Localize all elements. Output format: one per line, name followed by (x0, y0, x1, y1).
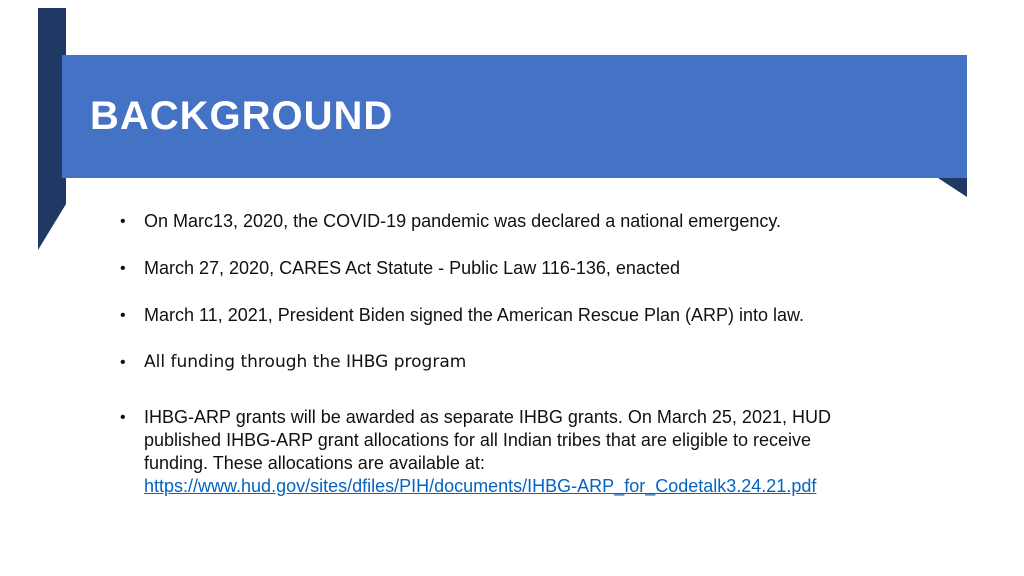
bullet-item (120, 304, 920, 327)
bullet-marker: • (120, 409, 126, 426)
slide-body (120, 210, 920, 522)
bullet-line: published IHBG-ARP grant allocations for all Indian tribes that are eligible to receive (144, 430, 812, 450)
bullet-text: March 11, 2021, President Biden signed the American Rescue Plan (ARP) into law. (144, 305, 805, 325)
hud-pdf-hyperlink[interactable]: https://www.hud.gov/sites/dfiles/PIH/documents/IHBG-ARP_for_Codetalk3.24.21.pdf (144, 476, 817, 496)
bullet-text: All funding through the IHBG program (144, 352, 467, 372)
bullet-item (120, 406, 920, 498)
bullet-marker: • (120, 354, 126, 371)
bullet-list (120, 210, 920, 498)
bullet-item (120, 210, 920, 233)
bullet-marker: • (120, 260, 126, 277)
ribbon-right-fold (938, 178, 967, 197)
bullet-text: On Marc13, 2020, the COVID-19 pandemic was declared a national emergency. (144, 211, 782, 231)
bullet-text: March 27, 2020, CARES Act Statute - Public Law 116-136, enacted (144, 258, 680, 278)
bullet-line: funding. These allocations are available at: (144, 453, 485, 473)
bullet-line: IHBG-ARP grants will be awarded as separate IHBG grants. On March 25, 2021, HUD (144, 407, 831, 427)
bullet-text (144, 406, 920, 498)
slide-title: BACKGROUND (90, 94, 394, 138)
title-banner (62, 55, 967, 178)
bullet-marker: • (120, 307, 126, 324)
bullet-marker: • (120, 213, 126, 230)
bullet-item (120, 351, 920, 374)
bullet-item (120, 257, 920, 280)
